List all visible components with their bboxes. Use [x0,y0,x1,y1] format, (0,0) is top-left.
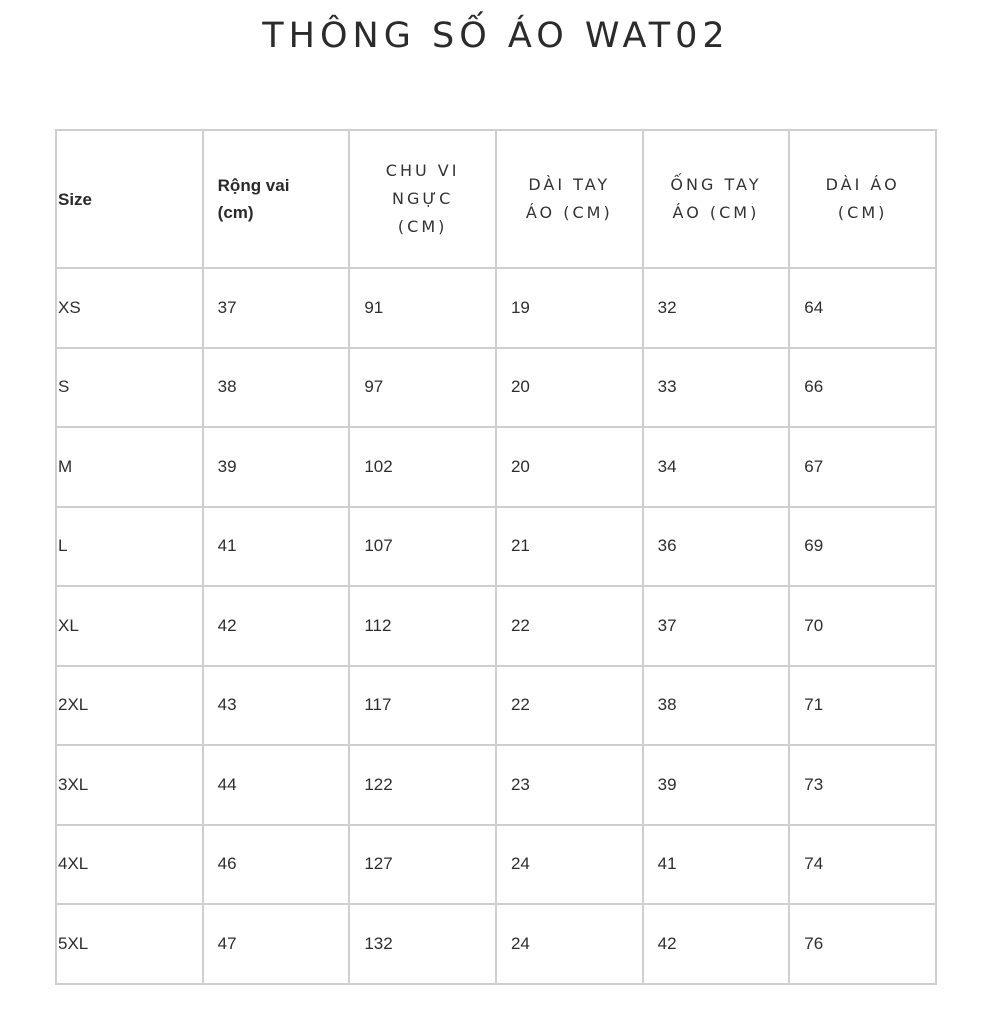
measurement-cell: 102 [349,427,496,507]
measurement-cell: 42 [203,586,350,666]
measurement-cell: 39 [643,745,790,825]
table-row [56,904,936,984]
measurement-cell: 20 [496,427,643,507]
size-cell: XL [56,586,203,666]
measurement-cell: 71 [789,666,936,746]
table-row [56,507,936,587]
measurement-cell: 43 [203,666,350,746]
measurement-cell: 67 [789,427,936,507]
page-title: THÔNG SỐ ÁO WAT02 [262,16,730,56]
header-line: ỐNG TAY [670,175,762,194]
header-shoulder-width [203,130,350,268]
measurement-cell: 34 [643,427,790,507]
size-cell: M [56,427,203,507]
header-line: Size [58,189,93,209]
measurement-cell: 24 [496,825,643,905]
measurement-cell: 33 [643,348,790,428]
table-row [56,825,936,905]
table-row [56,427,936,507]
header-line: NGỰC [392,189,454,208]
table-row [56,268,936,348]
table-row [56,666,936,746]
header-shirt-length [789,130,936,268]
size-cell: L [56,507,203,587]
measurement-cell: 47 [203,904,350,984]
measurement-cell: 22 [496,586,643,666]
measurement-cell: 41 [643,825,790,905]
measurement-cell: 66 [789,348,936,428]
measurement-cell: 37 [203,268,350,348]
measurement-cell: 24 [496,904,643,984]
measurement-cell: 22 [496,666,643,746]
size-cell: 2XL [56,666,203,746]
size-cell: S [56,348,203,428]
measurement-cell: 20 [496,348,643,428]
header-line: Rộng vai [217,176,290,195]
header-line: (cm) [217,203,254,222]
measurement-cell: 37 [643,586,790,666]
header-line: CHU VI [385,161,460,180]
measurement-cell: 23 [496,745,643,825]
measurement-cell: 107 [349,507,496,587]
header-line: ÁO (CM) [672,203,760,222]
size-cell: 4XL [56,825,203,905]
measurement-cell: 127 [349,825,496,905]
measurement-cell: 32 [643,268,790,348]
measurement-cell: 97 [349,348,496,428]
measurement-cell: 91 [349,268,496,348]
measurement-cell: 76 [789,904,936,984]
measurement-cell: 64 [789,268,936,348]
measurement-cell: 41 [203,507,350,587]
measurement-cell: 117 [349,666,496,746]
size-cell: 3XL [56,745,203,825]
measurement-cell: 122 [349,745,496,825]
measurement-cell: 39 [203,427,350,507]
measurement-cell: 38 [643,666,790,746]
size-chart-table [55,129,937,985]
table-row [56,586,936,666]
measurement-cell: 21 [496,507,643,587]
table-row [56,745,936,825]
measurement-cell: 44 [203,745,350,825]
header-sleeve-opening [643,130,790,268]
size-cell: 5XL [56,904,203,984]
header-size [56,130,203,268]
header-line: (CM) [397,217,448,236]
size-cell: XS [56,268,203,348]
table-row [56,348,936,428]
measurement-cell: 74 [789,825,936,905]
header-chest [349,130,496,268]
measurement-cell: 112 [349,586,496,666]
measurement-cell: 70 [789,586,936,666]
table-header-row [56,130,936,268]
measurement-cell: 46 [203,825,350,905]
header-sleeve-length [496,130,643,268]
measurement-cell: 69 [789,507,936,587]
header-line: DÀI TAY [528,175,611,194]
header-line: DÀI ÁO [825,175,900,194]
measurement-cell: 38 [203,348,350,428]
header-line: ÁO (CM) [525,203,613,222]
measurement-cell: 19 [496,268,643,348]
header-line: (CM) [837,203,888,222]
measurement-cell: 132 [349,904,496,984]
measurement-cell: 42 [643,904,790,984]
measurement-cell: 36 [643,507,790,587]
measurement-cell: 73 [789,745,936,825]
